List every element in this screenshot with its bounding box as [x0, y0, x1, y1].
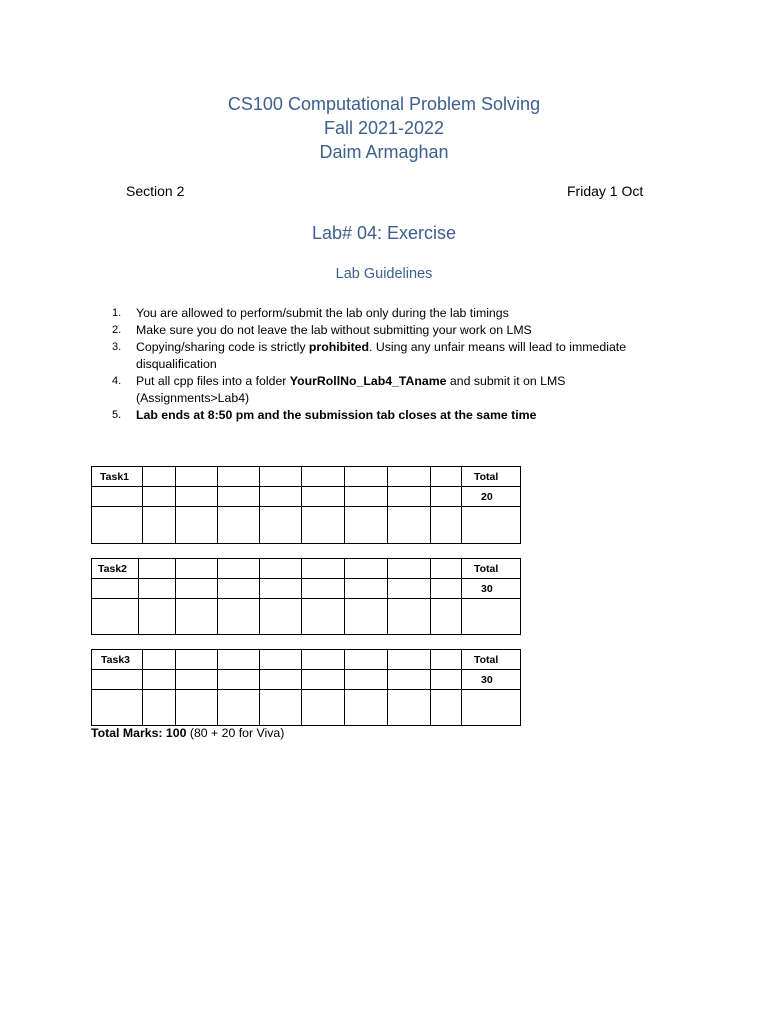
score-cell[interactable] [431, 487, 462, 507]
score-cell[interactable] [260, 690, 302, 726]
score-cell[interactable] [388, 467, 431, 487]
score-cell[interactable] [302, 670, 345, 690]
score-cell[interactable] [345, 599, 388, 635]
score-cell[interactable] [462, 599, 521, 635]
score-cell[interactable] [345, 579, 388, 599]
score-cell[interactable] [176, 670, 218, 690]
guideline-number: 2. [112, 324, 122, 336]
score-cell[interactable] [388, 579, 431, 599]
score-cell[interactable] [218, 507, 260, 544]
guideline-text: Make sure you do not leave the lab without submitting your work on LMS [136, 323, 532, 337]
task3-marks-table [91, 649, 521, 726]
score-cell[interactable] [431, 559, 462, 579]
guideline-text: You are allowed to perform/submit the lab only during the lab timings [136, 306, 509, 320]
score-cell[interactable] [302, 690, 345, 726]
guideline-item [0, 322, 768, 339]
score-cell[interactable] [218, 599, 260, 635]
score-cell[interactable] [176, 467, 218, 487]
total-label: Total [462, 650, 521, 670]
score-cell[interactable] [431, 690, 462, 726]
guideline-item [0, 373, 768, 407]
score-cell[interactable] [92, 690, 143, 726]
score-cell[interactable] [431, 579, 462, 599]
score-cell[interactable] [260, 559, 302, 579]
score-cell[interactable] [139, 579, 176, 599]
score-cell[interactable] [143, 487, 176, 507]
guideline-text: Lab ends at 8:50 pm and the submission tab closes at the same time [136, 408, 537, 422]
score-cell[interactable] [345, 670, 388, 690]
score-cell[interactable] [302, 487, 345, 507]
score-cell[interactable] [302, 650, 345, 670]
score-cell[interactable] [302, 599, 345, 635]
score-cell[interactable] [302, 467, 345, 487]
score-cell[interactable] [92, 487, 143, 507]
score-cell[interactable] [388, 487, 431, 507]
guidelines-title: Lab Guidelines [335, 266, 433, 282]
score-cell[interactable] [345, 487, 388, 507]
course-title: CS100 Computational Problem Solving [227, 94, 541, 114]
score-cell[interactable] [218, 579, 260, 599]
guideline-number: 3. [112, 341, 122, 353]
score-cell[interactable] [388, 670, 431, 690]
score-cell[interactable] [260, 670, 302, 690]
guideline-item [0, 407, 768, 424]
score-cell[interactable] [176, 579, 218, 599]
total-value: 30 [462, 579, 521, 599]
instructor-name: Daim Armaghan [319, 142, 449, 162]
score-cell[interactable] [139, 599, 176, 635]
task-name: Task3 [92, 650, 143, 670]
score-cell[interactable] [176, 559, 218, 579]
score-cell[interactable] [388, 650, 431, 670]
score-cell[interactable] [218, 650, 260, 670]
guidelines-list [0, 305, 768, 424]
course-header [0, 92, 768, 164]
score-cell[interactable] [431, 507, 462, 544]
score-cell[interactable] [218, 559, 260, 579]
guideline-number: 1. [112, 307, 122, 319]
guideline-number: 5. [112, 409, 122, 421]
score-cell[interactable] [431, 670, 462, 690]
total-marks-label: Total Marks: 100 [91, 726, 187, 740]
score-cell[interactable] [92, 579, 139, 599]
guideline-text: Put all cpp files into a folder YourRollNo_Lab4_TAname and submit it on LMS (Assignments>Lab4) [136, 374, 566, 405]
score-cell[interactable] [176, 487, 218, 507]
score-cell[interactable] [176, 650, 218, 670]
score-cell[interactable] [218, 690, 260, 726]
total-label: Total [462, 467, 521, 487]
score-cell[interactable] [260, 579, 302, 599]
task-name: Task2 [92, 559, 139, 579]
total-marks-note: (80 + 20 for Viva) [186, 726, 285, 740]
score-cell[interactable] [462, 507, 521, 544]
score-cell[interactable] [143, 507, 176, 544]
lab-title: Lab# 04: Exercise [311, 223, 457, 243]
score-cell[interactable] [462, 690, 521, 726]
score-cell[interactable] [302, 507, 345, 544]
guideline-item [0, 305, 768, 322]
score-cell[interactable] [218, 487, 260, 507]
score-cell[interactable] [431, 599, 462, 635]
score-cell[interactable] [218, 670, 260, 690]
score-cell[interactable] [218, 467, 260, 487]
score-cell[interactable] [176, 507, 218, 544]
score-cell[interactable] [345, 507, 388, 544]
score-cell[interactable] [388, 507, 431, 544]
score-cell[interactable] [260, 507, 302, 544]
score-cell[interactable] [176, 599, 218, 635]
score-cell[interactable] [92, 507, 143, 544]
score-cell[interactable] [388, 599, 431, 635]
task1-marks-table [91, 466, 521, 544]
date-label: Friday 1 Oct [567, 183, 644, 199]
score-cell[interactable] [143, 467, 176, 487]
task-name: Task1 [92, 467, 143, 487]
score-cell[interactable] [302, 559, 345, 579]
score-cell[interactable] [345, 467, 388, 487]
score-cell[interactable] [345, 690, 388, 726]
task2-marks-table [91, 558, 521, 635]
score-cell[interactable] [260, 487, 302, 507]
guideline-number: 4. [112, 375, 122, 387]
score-cell[interactable] [260, 599, 302, 635]
course-term: Fall 2021-2022 [323, 118, 445, 138]
score-cell[interactable] [345, 559, 388, 579]
score-cell[interactable] [431, 650, 462, 670]
score-cell[interactable] [260, 650, 302, 670]
score-cell[interactable] [388, 690, 431, 726]
score-cell[interactable] [302, 579, 345, 599]
total-marks [91, 726, 284, 740]
guideline-text: Copying/sharing code is strictly prohibited. Using any unfair means will lead to immediate disqualification [136, 340, 627, 371]
total-value: 20 [462, 487, 521, 507]
score-cell[interactable] [260, 467, 302, 487]
score-cell[interactable] [139, 559, 176, 579]
section-label: Section 2 [126, 183, 185, 199]
score-cell[interactable] [388, 559, 431, 579]
score-cell[interactable] [92, 670, 143, 690]
guideline-item [0, 339, 768, 373]
score-cell[interactable] [143, 670, 176, 690]
score-cell[interactable] [92, 599, 139, 635]
total-value: 30 [462, 670, 521, 690]
score-cell[interactable] [431, 467, 462, 487]
total-label: Total [462, 559, 521, 579]
score-cell[interactable] [143, 650, 176, 670]
score-cell[interactable] [345, 650, 388, 670]
score-cell[interactable] [176, 690, 218, 726]
score-cell[interactable] [143, 690, 176, 726]
